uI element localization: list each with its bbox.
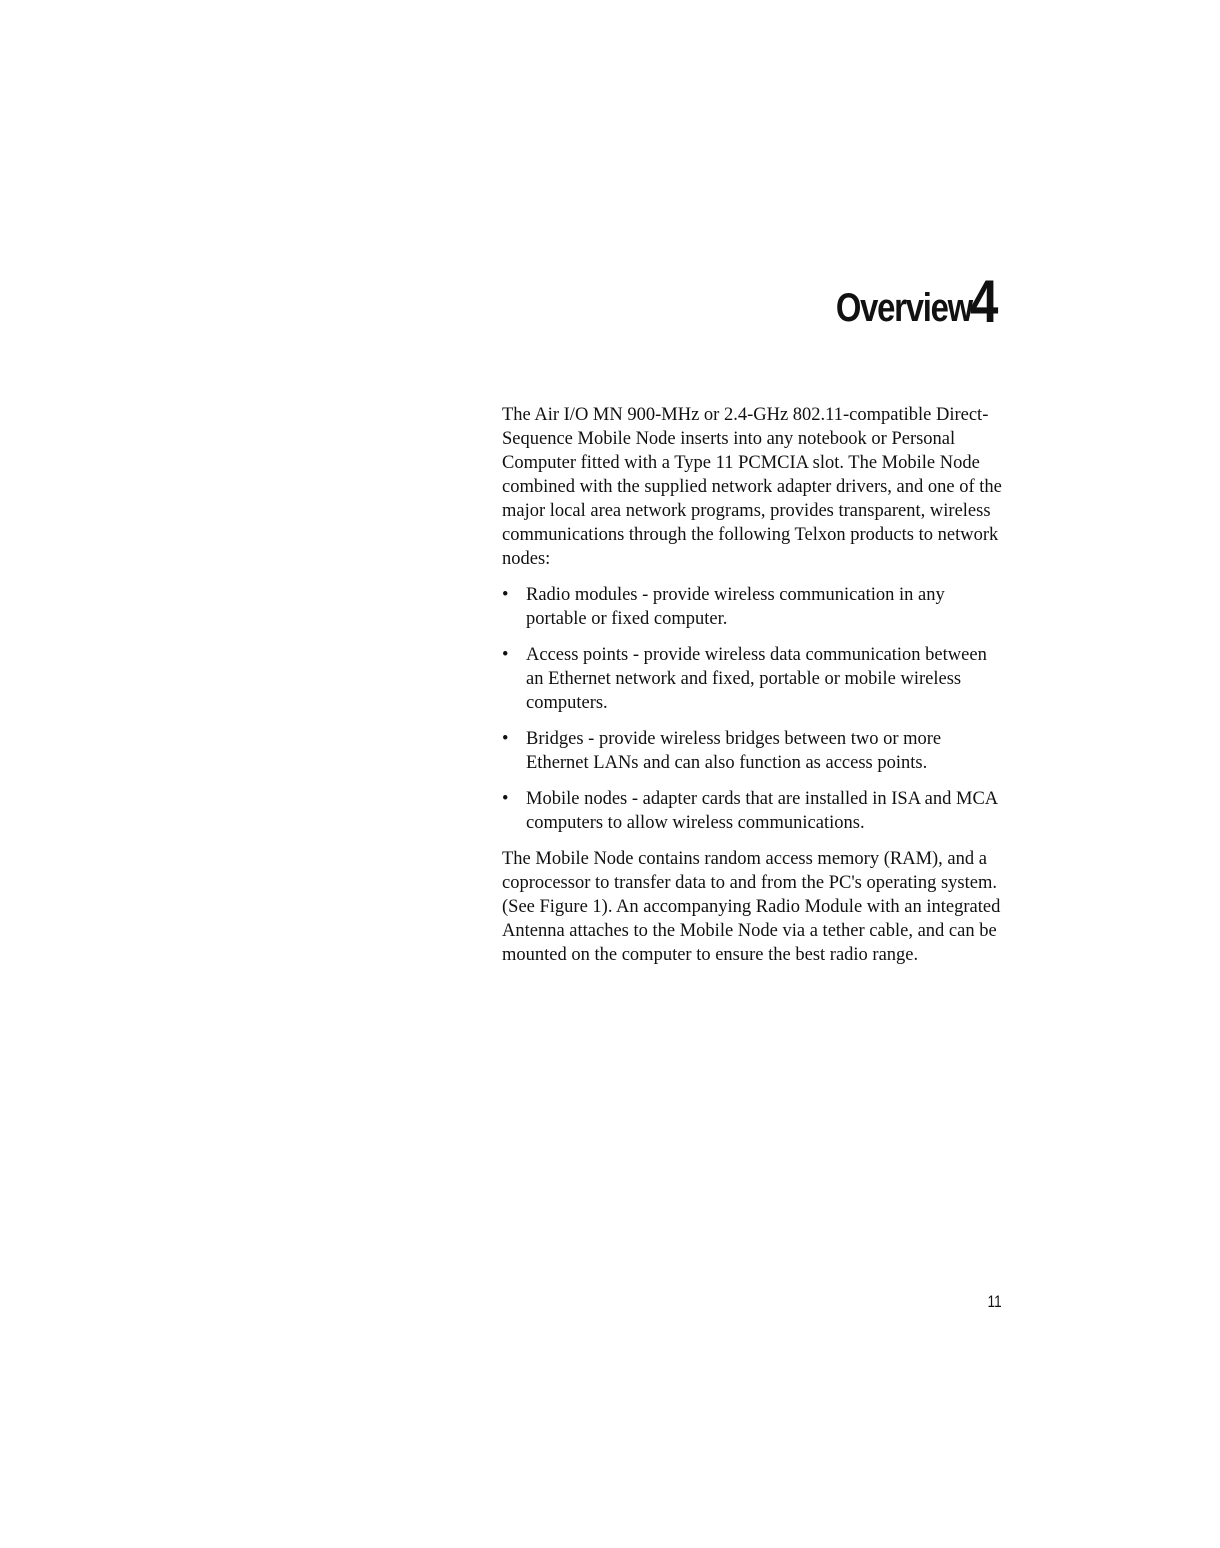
list-item-text: Access points - provide wireless data communication between an Ethernet network and fixed, portable or mobile wireless computers. [526,645,987,713]
product-list [502,583,1002,835]
list-item-text: Bridges - provide wireless bridges between two or more Ethernet LANs and can also function as access points. [526,729,942,773]
list-item [502,787,1002,835]
chapter-heading [806,268,1003,335]
list-item-text: Radio modules - provide wireless communication in any portable or fixed computer. [526,585,945,629]
bullet-icon: • [502,729,509,749]
closing-paragraph: The Mobile Node contains random access memory (RAM), and a coprocessor to transfer data to and from the PC's operating system. (See Figure 1). An accompanying Radio Module with an integrated Antenna attaches to the Mobile Node via a tether cable, and can be mounted on the computer to ensure the best radio range. [502,849,1001,965]
body-content [502,403,1002,967]
chapter-number: 4 [969,268,998,335]
intro-paragraph: The Air I/O MN 900-MHz or 2.4-GHz 802.11-compatible Direct-Sequence Mobile Node inserts into any notebook or Personal Computer fitted with a Type 11 PCMCIA slot. The Mobile Node combined with the supplied network adapter drivers, and one of the major local area network programs, provides transparent, wireless communications through the following Telxon products to network nodes: [502,405,1002,569]
bullet-icon: • [502,789,509,809]
bullet-icon: • [502,585,509,605]
list-item [502,727,1002,775]
bullet-icon: • [502,645,509,665]
chapter-title: Overview [835,286,972,330]
list-item [502,583,1002,631]
page-number: 11 [987,1292,1002,1311]
list-item-text: Mobile nodes - adapter cards that are installed in ISA and MCA computers to allow wireless communications. [526,789,998,833]
list-item [502,643,1002,715]
